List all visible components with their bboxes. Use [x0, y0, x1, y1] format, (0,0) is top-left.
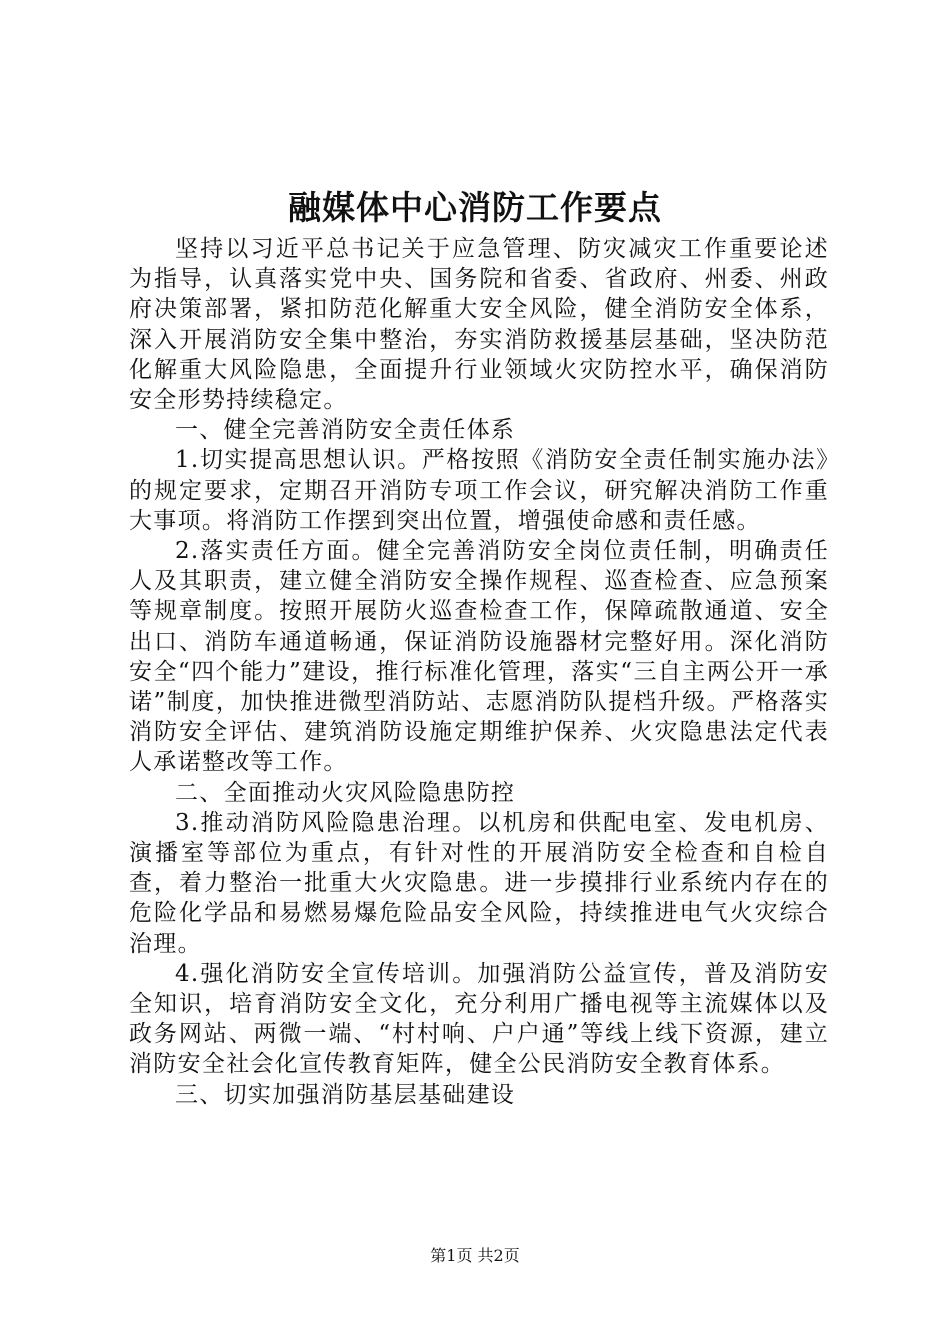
paragraph-item-4: 4.强化消防安全宣传培训。加强消防公益宣传，普及消防安全知识，培育消防安全文化，充分利用广播电视等主流媒体以及政务网站、两微一端、“村村响、户户通”等线上线下资源，建立消防安全社会化宣传教育矩阵，健全公民消防安全教育体系。: [129, 960, 829, 1078]
section-heading-3: 三、切实加强消防基层基础建设: [175, 1081, 516, 1108]
page-number-footer: 第1页 共2页: [430, 1246, 520, 1265]
section-heading-2: 二、全面推动火灾风险隐患防控: [175, 779, 516, 806]
paragraph-item-1: 1.切实提高思想认识。严格按照《消防安全责任制实施办法》的规定要求，定期召开消防专项工作会议，研究解决消防工作重大事项。将消防工作摆到突出位置，增强使命感和责任感。: [129, 447, 829, 534]
paragraph-item-3: 3.推动消防风险隐患治理。以机房和供配电室、发电机房、演播室等部位为重点，有针对性的开展消防安全检查和自检自查，着力整治一批重大火灾隐患。进一步摸排行业系统内存在的危险化学品和易燃易爆危险品安全风险，持续推进电气火灾综合治理。: [129, 809, 829, 957]
paragraph-intro: 坚持以习近平总书记关于应急管理、防灾减灾工作重要论述为指导，认真落实党中央、国务院和省委、省政府、州委、州政府决策部署，紧扣防范化解重大安全风险，健全消防安全体系，深入开展消防安全集中整治，夯实消防救援基层基础，坚决防范化解重大风险隐患，全面提升行业领域火灾防控水平，确保消防安全形势持续稳定。: [129, 236, 829, 414]
document-body: [129, 234, 829, 1110]
document-title: 融媒体中心消防工作要点: [288, 188, 662, 227]
paragraph-item-2: 2.落实责任方面。健全完善消防安全岗位责任制，明确责任人及其职责，建立健全消防安全操作规程、巡查检查、应急预案等规章制度。按照开展防火巡查检查工作，保障疏散通道、安全出口、消防车通道畅通，保证消防设施器材完整好用。深化消防安全“四个能力”建设，推行标准化管理，落实“三自主两公开一承诺”制度，加快推进微型消防站、志愿消防队提档升级。严格落实消防安全评估、建筑消防设施定期维护保养、火灾隐患法定代表人承诺整改等工作。: [129, 538, 829, 776]
section-heading-1: 一、健全完善消防安全责任体系: [175, 417, 516, 444]
